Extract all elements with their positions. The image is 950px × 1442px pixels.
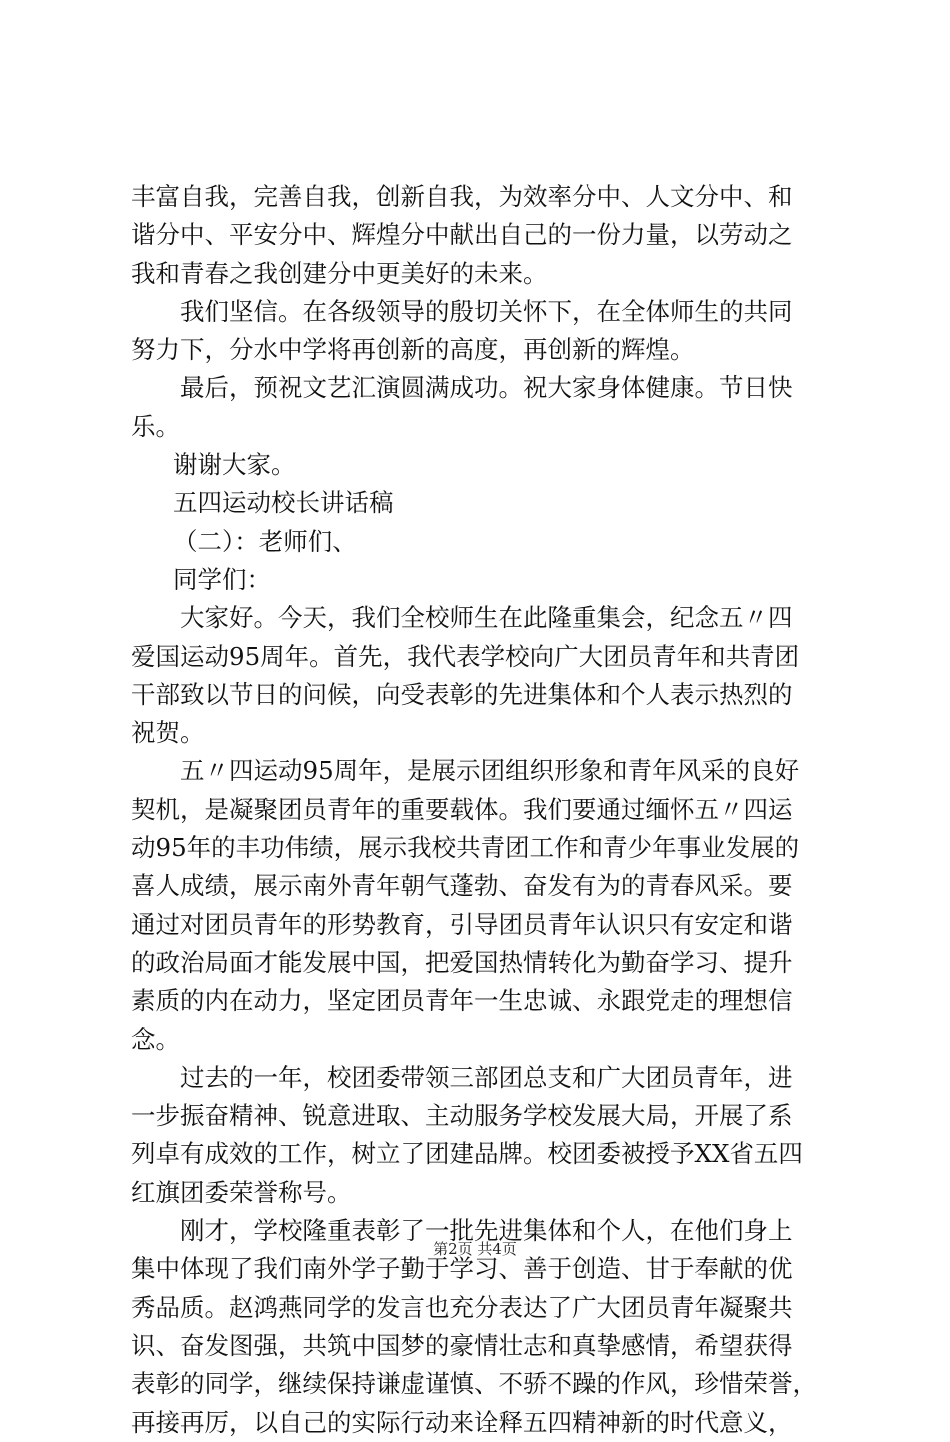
paragraph-start-line: 五〃四运动95周年，是展示团组织形象和青年风采的良好 [180,756,800,786]
paragraph-start-line: 我们坚信。在各级领导的殷切关怀下，在全体师生的共同 [180,296,793,326]
paragraph-start-line: 刚才，学校隆重表彰了一批先进集体和个人，在他们身上 [180,1216,793,1246]
text-line: 爱国运动95周年。首先，我代表学校向广大团员青年和共青团 [131,641,800,671]
text-line: 乐。 [131,411,180,441]
text-line: 谐分中、平安分中、辉煌分中献出自己的一份力量，以劳动之 [131,220,793,250]
text-line: 一步振奋精神、锐意进取、主动服务学校发展大局，开展了系 [131,1101,793,1131]
text-line: 祝贺。 [131,718,205,748]
text-line: 素质的内在动力，坚定团员青年一生忠诚、永跟党走的理想信 [131,986,793,1016]
text-line: 再接再厉，以自己的实际行动来诠释五四精神新的时代意义， [131,1407,793,1437]
salutation-line: （二）：老师们、 [173,526,357,556]
text-line: 集中体现了我们南外学子勤于学习、善于创造、甘于奉献的优 [131,1254,793,1284]
page-number-footer: 第2页 共4页 [433,1240,517,1258]
text-line: 丰富自我，完善自我，创新自我，为效率分中、人文分中、和 [131,182,793,211]
salutation-line: 同学们： [173,564,271,594]
text-line: 喜人成绩，展示南外青年朝气蓬勃、奋发有为的青春风采。要 [131,871,793,901]
text-line: 秀品质。赵鸿燕同学的发言也充分表达了广大团员青年凝聚共 [131,1292,793,1322]
closing-line: 谢谢大家。 [173,450,296,480]
text-line: 通过对团员青年的形势教育，引导团员青年认识只有安定和谐 [131,909,793,939]
paragraph-start-line: 最后，预祝文艺汇演圆满成功。祝大家身体健康。节日快 [180,373,793,403]
text-line: 努力下，分水中学将再创新的高度，再创新的辉煌。 [131,335,695,365]
text-line: 我和青春之我创建分中更美好的未来。 [131,258,548,288]
text-line: 的政治局面才能发展中国，把爱国热情转化为勤奋学习、提升 [131,947,793,977]
text-line: 表彰的同学，继续保持谦虚谨慎、不骄不躁的作风，珍惜荣誉， [131,1369,817,1399]
section-title: 五四运动校长讲话稿 [173,488,394,518]
text-line: 契机，是凝聚团员青年的重要载体。我们要通过缅怀五〃四运 [131,794,793,824]
text-line: 列卓有成效的工作，树立了团建品牌。校团委被授予XX省五四 [131,1139,803,1169]
text-line: 动95年的丰功伟绩，展示我校共青团工作和青少年事业发展的 [131,833,800,863]
text-line: 红旗团委荣誉称号。 [131,1177,352,1207]
paragraph-start-line: 大家好。今天，我们全校师生在此隆重集会，纪念五〃四 [180,603,793,633]
paragraph-start-line: 过去的一年，校团委带领三部团总支和广大团员青年，进 [180,1062,793,1092]
text-line: 识、奋发图强，共筑中国梦的豪情壮志和真挚感情，希望获得 [131,1330,793,1360]
text-line: 干部致以节日的问候，向受表彰的先进集体和个人表示热烈的 [131,679,793,709]
text-line: 念。 [131,1024,180,1054]
